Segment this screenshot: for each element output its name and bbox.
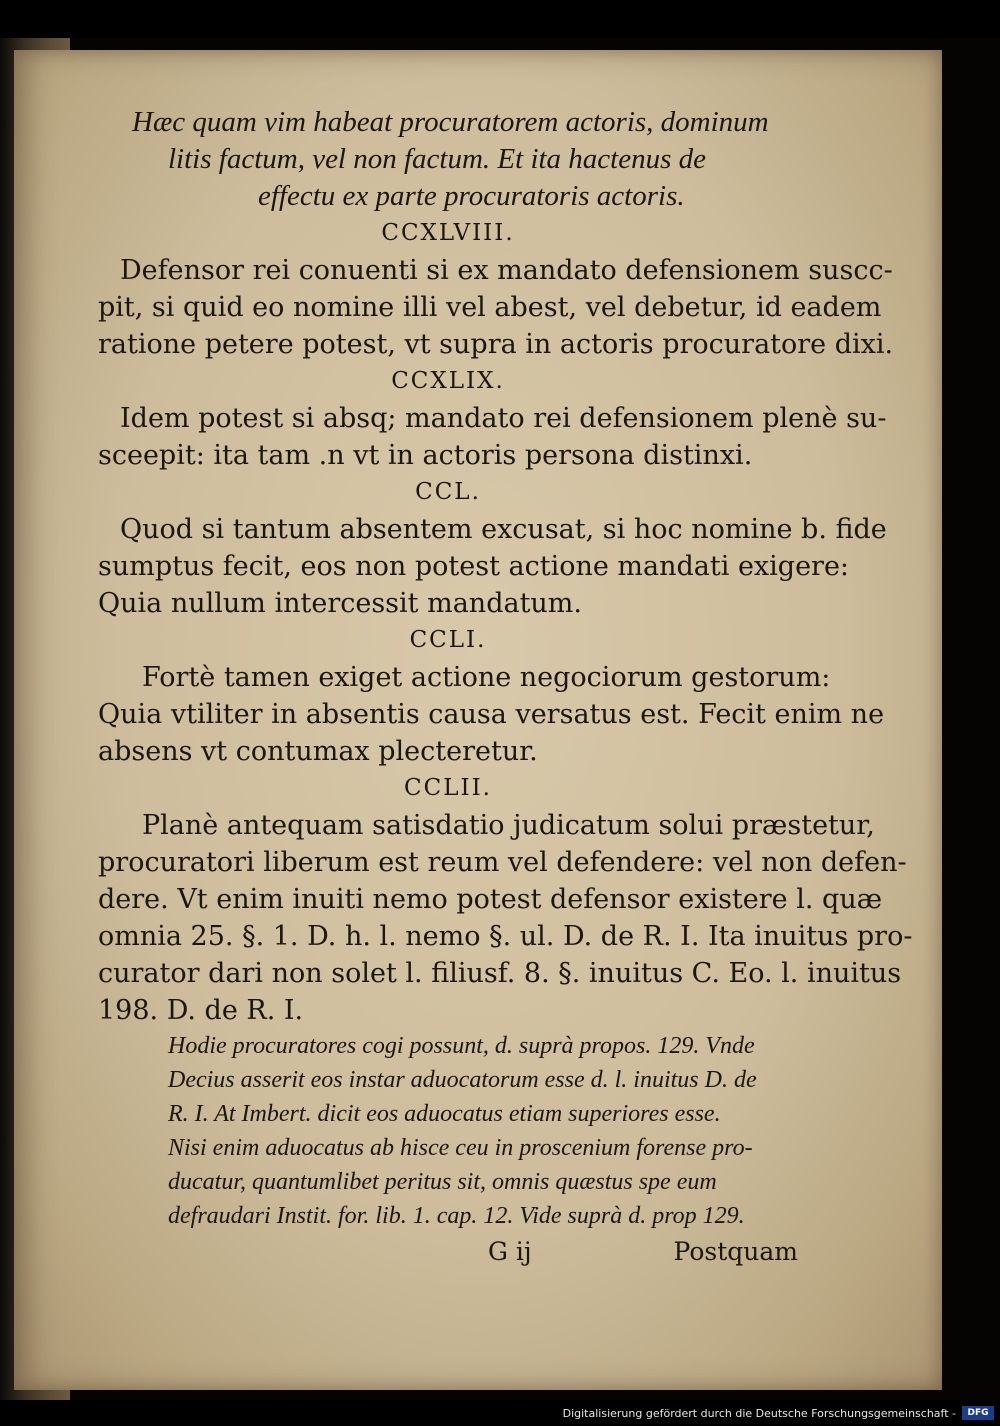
paragraph-line: dere. Vt enim inuiti nemo potest defensor existere l. quæ xyxy=(98,884,883,915)
page-footer xyxy=(98,1233,798,1273)
title-line: litis factum, vel non factum. Et ita hactenus de xyxy=(168,143,707,175)
paragraph-line: sumptus fecit, eos non potest actione mandati exigere: xyxy=(98,551,850,582)
section-heading-250: CCL. xyxy=(415,479,481,505)
paragraph-line: pit, si quid eo nomine illi vel abest, vel debetur, id eadem xyxy=(98,292,882,323)
marginal-note-line: defraudari Instit. for. lib. 1. cap. 12. Vide suprà d. prop 129. xyxy=(168,1203,745,1229)
marginal-note-line: Decius asserit eos instar aduocatorum esse d. l. inuitus D. de xyxy=(168,1067,757,1093)
paragraph-line: omnia 25. §. 1. D. h. l. nemo §. ul. D. de R. I. Ita inuitus pro- xyxy=(98,921,913,952)
paragraph-line: absens vt contumax plecteretur. xyxy=(98,736,538,767)
paragraph-line: procuratori liberum est reum vel defendere: vel non defen- xyxy=(98,847,907,878)
page-text xyxy=(98,104,913,1273)
paragraph-line: 198. D. de R. I. xyxy=(98,995,304,1026)
section-heading-249: CCXLIX. xyxy=(391,368,505,394)
section-heading-252: CCLII. xyxy=(404,775,492,801)
paragraph-line: Fortè tamen exiget actione negociorum gestorum: xyxy=(142,662,831,693)
marginal-note-line: Nisi enim aduocatus ab hisce ceu in proscenium forense pro- xyxy=(168,1135,753,1161)
book-page xyxy=(14,50,942,1390)
paragraph-line: Planè antequam satisdatio judicatum solui præstetur, xyxy=(142,810,875,841)
paragraph-line: ratione petere potest, vt supra in actoris procuratore dixi. xyxy=(98,329,894,360)
paragraph-line: Idem potest si absq; mandato rei defensionem plenè su- xyxy=(120,403,887,434)
marginal-note-line: R. I. At Imbert. dicit eos aduocatus etiam superiores esse. xyxy=(168,1101,721,1127)
title-line: Hæc quam vim habeat procuratorem actoris, dominum xyxy=(132,106,769,138)
dfg-logo: DFG xyxy=(962,1406,994,1420)
marginal-note-line: Hodie procuratores cogi possunt, d. suprà propos. 129. Vnde xyxy=(168,1033,755,1059)
title-line: effectu ex parte procuratoris actoris. xyxy=(258,180,685,212)
digitization-credit-bar xyxy=(0,1400,1000,1426)
section-heading-248: CCXLVIII. xyxy=(381,220,515,246)
paragraph-line: Defensor rei conuenti si ex mandato defensionem suscc- xyxy=(120,255,893,286)
catchword: Postquam xyxy=(673,1237,798,1266)
paragraph-line: Quod si tantum absentem excusat, si hoc nomine b. fide xyxy=(120,514,887,545)
paragraph-line: sceepit: ita tam .n vt in actoris persona distinxi. xyxy=(98,440,753,471)
marginal-note-line: ducatur, quantumlibet peritus sit, omnis quæstus spe eum xyxy=(168,1169,717,1195)
credit-text: Digitalisierung gefördert durch die Deutsche Forschungsgemeinschaft - xyxy=(562,1407,956,1420)
paragraph-line: Quia vtiliter in absentis causa versatus est. Fecit enim ne xyxy=(98,699,885,730)
signature-mark: G ij xyxy=(488,1237,532,1266)
paragraph-line: Quia nullum intercessit mandatum. xyxy=(98,588,582,619)
section-heading-251: CCLI. xyxy=(409,627,487,653)
paragraph-line: curator dari non solet l. filiusf. 8. §. inuitus C. Eo. l. inuitus xyxy=(98,958,902,989)
